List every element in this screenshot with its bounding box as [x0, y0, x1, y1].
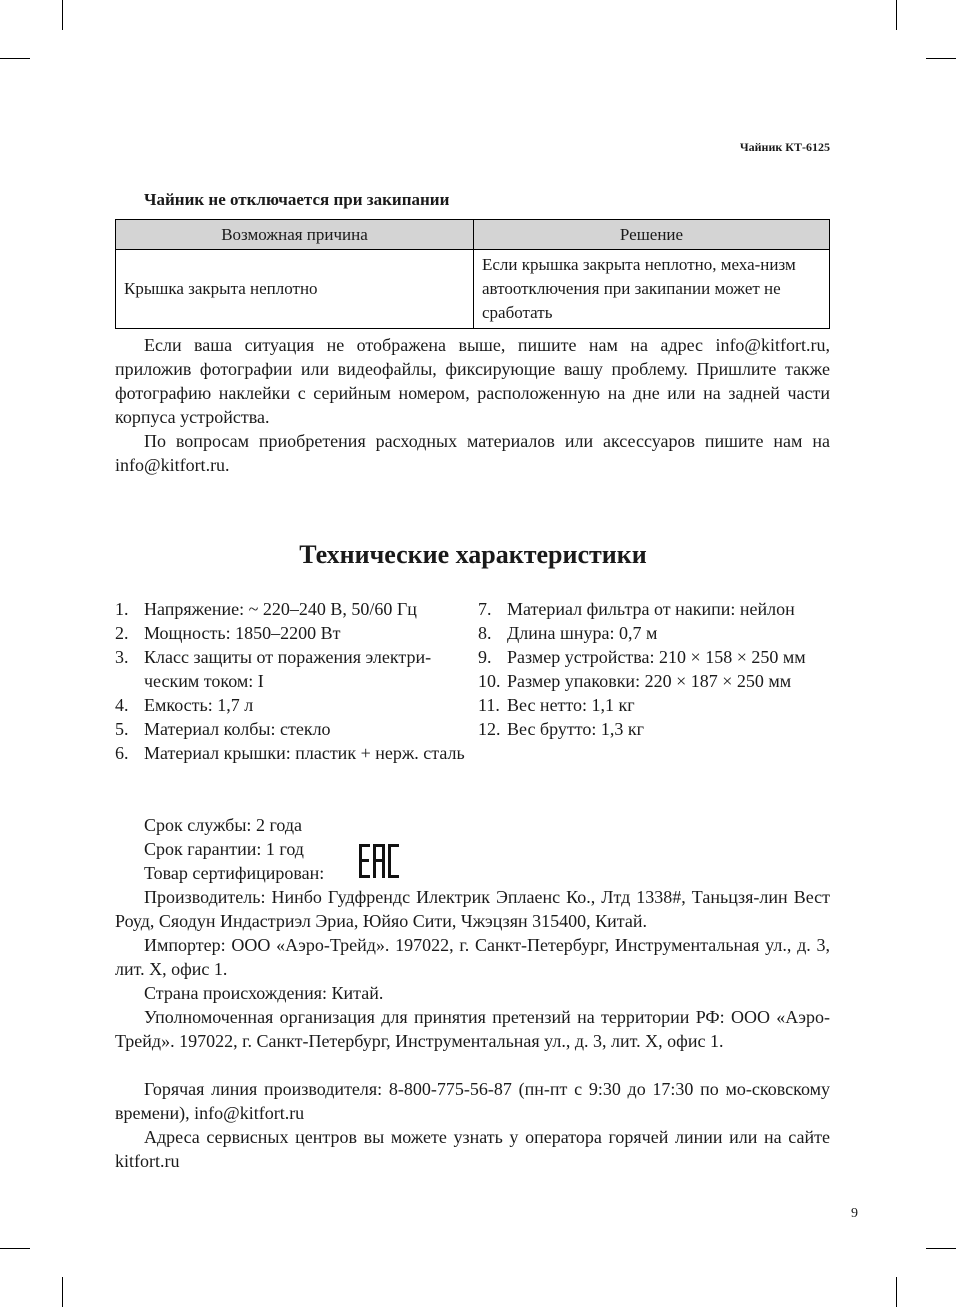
column-header-cause: Возможная причина	[116, 220, 474, 250]
spec-text: Материал колбы: стекло	[144, 719, 331, 739]
origin-paragraph: Страна происхождения: Китай.	[144, 983, 384, 1003]
list-item	[115, 741, 465, 765]
item-number: 1.	[115, 599, 129, 619]
page-number: 9	[851, 1206, 858, 1221]
troubleshoot-table	[115, 219, 830, 329]
spec-text: Размер упаковки: 220 × 187 × 250 мм	[507, 671, 792, 691]
list-item	[115, 597, 465, 621]
specs-list-right	[478, 597, 838, 741]
specs-list-left	[115, 597, 465, 765]
crop-mark	[896, 0, 897, 30]
item-number: 3.	[115, 647, 129, 667]
contact-paragraph: Если ваша ситуация не отображена выше, пишите нам на адрес info@kitfort.ru, приложив фотографии или видеофайлы, фиксирующие вашу проблему. Пришлите также фотографию наклейки с серийным номером, расположенную на дне или на задней части корпуса устройства.	[115, 335, 830, 427]
item-number: 5.	[115, 719, 129, 739]
list-item	[478, 693, 838, 717]
cause-cell: Крышка закрыта неплотно	[116, 250, 474, 329]
spec-text: Материал крышки: пластик + нерж. сталь	[144, 743, 465, 763]
certification-label: Товар сертифицирован:	[144, 863, 325, 883]
crop-mark	[62, 1277, 63, 1307]
item-number: 7.	[478, 599, 492, 619]
spec-text: Длина шнура: 0,7 м	[507, 623, 658, 643]
tech-specs-title: Технические характеристики	[299, 540, 647, 569]
list-item	[115, 645, 465, 693]
spec-text: Размер устройства: 210 × 158 × 250 мм	[507, 647, 806, 667]
crop-mark	[896, 1277, 897, 1307]
service-life: Срок службы: 2 года	[144, 815, 303, 835]
item-number: 2.	[115, 623, 129, 643]
accessories-paragraph: По вопросам приобретения расходных материалов или аксессуаров пишите нам на info@kitfort.ru.	[115, 431, 830, 475]
list-item	[478, 597, 838, 621]
importer-paragraph: Импортер: ООО «Аэро-Трейд». 197022, г. Санкт-Петербург, Инструментальная ул., д. 3, лит. Х, офис 1.	[115, 935, 830, 979]
item-number: 11.	[478, 695, 500, 715]
spec-text: Емкость: 1,7 л	[144, 695, 254, 715]
spec-text: Напряжение: ~ 220–240 В, 50/60 Гц	[144, 599, 417, 619]
solution-cell: Если крышка закрыта неплотно, меха-низм автоотключения при закипании может не сработать	[474, 250, 830, 329]
item-number: 12.	[478, 719, 501, 739]
crop-mark	[62, 0, 63, 30]
crop-mark	[0, 1248, 30, 1249]
column-header-solution: Решение	[474, 220, 830, 250]
document-title: Чайник КТ-6125	[739, 140, 830, 154]
list-item	[478, 621, 838, 645]
eac-certification-mark	[358, 842, 400, 880]
item-number: 9.	[478, 647, 492, 667]
item-number: 10.	[478, 671, 501, 691]
troubleshoot-heading: Чайник не отключается при закипании	[144, 190, 450, 209]
manufacturer-paragraph: Производитель: Нинбо Гудфрендс Илектрик Эплаенс Ко., Лтд 1338#, Таньцзя-лин Вест Роуд, Сяодун Индастриэл Эриа, Юйяо Сити, Чжэцзян 315400, Китай.	[115, 887, 830, 931]
crop-mark	[0, 58, 30, 59]
claims-org-paragraph: Уполномоченная организация для принятия претензий на территории РФ: ООО «Аэро-Трейд». 197022, г. Санкт-Петербург, Инструментальная ул., д. 3, лит. Х, офис 1.	[115, 1007, 830, 1051]
service-centers-paragraph: Адреса сервисных центров вы можете узнать у оператора горячей линии или на сайте kitfort.ru	[115, 1127, 830, 1171]
list-item	[115, 717, 465, 741]
hotline-paragraph: Горячая линия производителя: 8-800-775-56-87 (пн-пт с 9:30 до 17:30 по мо-сковскому времени), info@kitfort.ru	[115, 1079, 830, 1123]
warranty-period: Срок гарантии: 1 год	[144, 839, 304, 859]
list-item	[478, 645, 838, 669]
list-item	[115, 621, 465, 645]
crop-mark	[926, 1248, 956, 1249]
item-number: 6.	[115, 743, 129, 763]
crop-mark	[926, 58, 956, 59]
spec-text: Материал фильтра от накипи: нейлон	[507, 599, 795, 619]
spec-text: Вес брутто: 1,3 кг	[507, 719, 644, 739]
spec-text: Вес нетто: 1,1 кг	[507, 695, 635, 715]
item-number: 8.	[478, 623, 492, 643]
list-item	[478, 717, 838, 741]
spec-text: Класс защиты от поражения электри-ческим током: I	[144, 647, 432, 691]
list-item	[478, 669, 838, 693]
table-row	[116, 250, 830, 329]
spec-text: Мощность: 1850–2200 Вт	[144, 623, 341, 643]
item-number: 4.	[115, 695, 129, 715]
list-item	[115, 693, 465, 717]
